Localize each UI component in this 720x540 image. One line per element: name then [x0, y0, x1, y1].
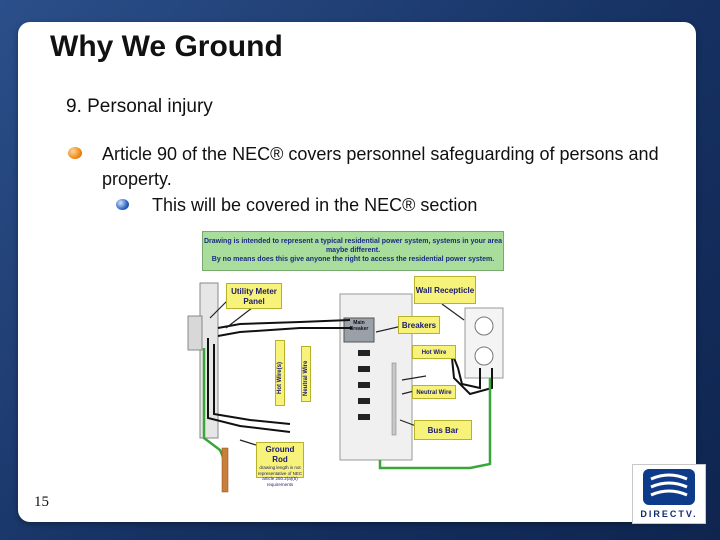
bullet-level1: Article 90 of the NEC® covers personnel safeguarding of persons and property. — [102, 144, 659, 189]
ground-rod-title: Ground Rod — [265, 445, 295, 464]
neutral-wire-vertical-label: Neutral Wire — [303, 360, 309, 396]
ground-rod-note: drawing length is not representative of NEC article 250.2(a)(5) requirements — [257, 465, 303, 487]
bullet-level2: This will be covered in the NEC® section — [152, 195, 478, 215]
hot-wire-vertical-label: Hot Wire(s) — [277, 362, 283, 394]
page-number: 15 — [34, 494, 49, 510]
utility-meter-face — [188, 316, 202, 350]
hot-wire-label: Hot Wire — [412, 345, 456, 359]
main-breaker-label: Main Breaker — [349, 320, 369, 332]
diagram-note-line3: By no means does this give anyone the right to access the residential power system. — [211, 256, 495, 263]
orange-bullet-icon — [68, 147, 82, 159]
breakers-label: Breakers — [398, 316, 440, 334]
bus-bar-label: Bus Bar — [414, 420, 472, 440]
blue-bullet-icon — [116, 199, 129, 210]
ground-rod-label — [256, 442, 304, 487]
slide-title: Why We Ground — [50, 30, 283, 63]
ground-rod — [222, 448, 228, 492]
utility-meter-panel-label: Utility Meter Panel — [226, 283, 282, 309]
diagram-note-line2: maybe different. — [325, 247, 381, 254]
directv-logo-text: DIRECTV. — [640, 509, 698, 519]
slide-subheading: 9. Personal injury — [66, 96, 213, 117]
neutral-wire-label: Neutral Wire — [412, 385, 456, 399]
diagram-note-line1: Drawing is intended to represent a typical residential power system, systems in your area — [204, 238, 502, 245]
directv-logo-icon — [633, 465, 705, 509]
directv-logo — [632, 464, 706, 524]
diagram-note — [202, 231, 504, 271]
wall-receptacle-label: Wall Recepticle — [414, 276, 476, 304]
